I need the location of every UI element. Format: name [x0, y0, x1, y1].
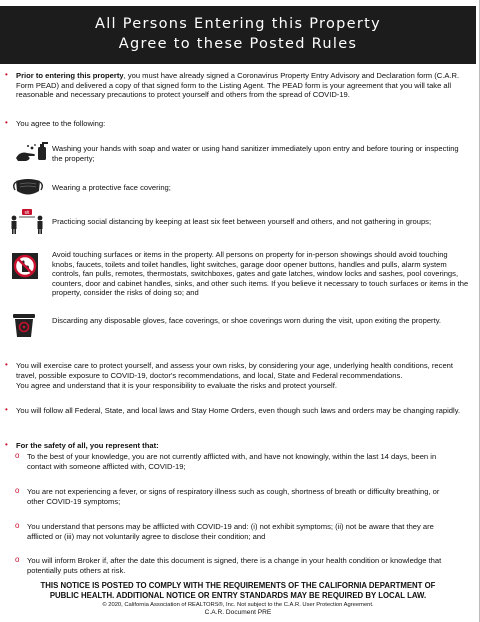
bullet-icon: • [5, 70, 8, 79]
safety-item: You will inform Broker if, after the date this document is signed, there is a change in your health condition or knowledge that potentially puts others at risk. [27, 556, 442, 575]
hand-washing-icon [14, 142, 50, 164]
header-line-2: Agree to these Posted Rules [118, 36, 358, 52]
notice-header [0, 6, 476, 64]
intro-text: , you must have already signed a Coronavirus Property Entry Advisory and Declaration form (C.A.R. Form PEAD) and delivered a copy of that signed form to the Listing Agent. The PEAD form is your agreement that you will take all reasonable and necessary precautions to protect yourself and others from the spread of COVID-19. [16, 71, 460, 100]
bullet-icon: • [5, 360, 8, 369]
rule-discard: Discarding any disposable gloves, face coverings, or shoe coverings worn during the visit, upon exiting the property. [52, 316, 442, 325]
footer-document-id: C.A.R. Document PRE [204, 609, 272, 616]
rule-social-distancing: Practicing social distancing by keeping at least six feet between yourself and others, and not gathering in groups; [52, 217, 432, 226]
sub-bullet-icon: o [15, 486, 20, 495]
footer-copyright: © 2020, California Association of REALTORS®, Inc. Not subject to the C.A.R. User Protection Agreement. [102, 602, 374, 608]
distance-label: 6ft [24, 209, 30, 215]
rule-face-mask: Wearing a protective face covering; [52, 183, 171, 192]
sub-bullet-icon: o [15, 555, 20, 564]
bullet-icon: • [5, 440, 8, 449]
footer-notice-line-2: PUBLIC HEALTH. ADDITIONAL NOTICE OR ENTRY STANDARDS MAY BE REQUIRED BY LOCAL LAW. [49, 591, 427, 600]
sub-bullet-icon: o [15, 451, 20, 460]
laws-paragraph: You will follow all Federal, State, and local laws and Stay Home Orders, even though such laws and orders may be changing rapidly. [16, 406, 461, 415]
biohazard-bin-icon [12, 312, 36, 338]
header-line-1: All Persons Entering this Property [94, 16, 382, 32]
face-mask-icon [12, 176, 44, 198]
bullet-icon: • [5, 405, 8, 414]
rule-hand-washing: Washing your hands with soap and water or using hand sanitizer immediately upon entry and before touring or inspecting the property; [52, 144, 459, 163]
footer-notice-line-1: THIS NOTICE IS POSTED TO COMPLY WITH THE REQUIREMENTS OF THE CALIFORNIA DEPARTMENT OF [40, 581, 436, 590]
intro-paragraph [16, 71, 466, 100]
care-paragraph-2: You agree and understand that it is your responsibility to evaluate the risks and protect yourself. [16, 381, 337, 390]
care-paragraph: You will exercise care to protect yourself, and assess your own risks, by considering your age, underlying health conditions, recent travel, possible exposure to COVID-19, doctor's recommendations, and local, State and Federal recommendations. [16, 361, 454, 380]
intro-bold: Prior to entering this property [16, 71, 124, 80]
safety-item: To the best of your knowledge, you are not currently afflicted with, and have not knowingly, within the last 14 days, been in contact with someone afflicted with, COVID-19; [27, 452, 437, 471]
safety-item: You are not experiencing a fever, or signs of respiratory illness such as cough, shortness of breath or difficulty breathing, or other COVID-19 symptoms; [27, 487, 440, 506]
agree-intro: You agree to the following: [16, 119, 106, 128]
no-touch-icon [12, 253, 38, 279]
sub-bullet-icon: o [15, 521, 20, 530]
social-distancing-icon [10, 209, 44, 235]
safety-item: You understand that persons may be afflicted with COVID-19 and: (i) not exhibit symptoms; (ii) not be aware that they are afflicted or (iii) may not voluntarily agree to disclose their condition; and [27, 522, 434, 541]
safety-heading: For the safety of all, you represent that: [16, 441, 159, 450]
bullet-icon: • [5, 118, 8, 127]
rule-avoid-touching: Avoid touching surfaces or items in the property. All persons on property for in-person showings should avoid touching knobs, faucets, toilets and toilet handles, light switches, garage door opener buttons, handles and pulls, alarm system controls, fan pulls, remotes, thermostats, switchboxes, gates and gate latches, window locks and sashes, pool coverings, counters, door and cabinet handles, sinks, and other such items. If you believe it necessary to touch surfaces or items in the property, consider the risks of doing so; and [52, 250, 469, 298]
